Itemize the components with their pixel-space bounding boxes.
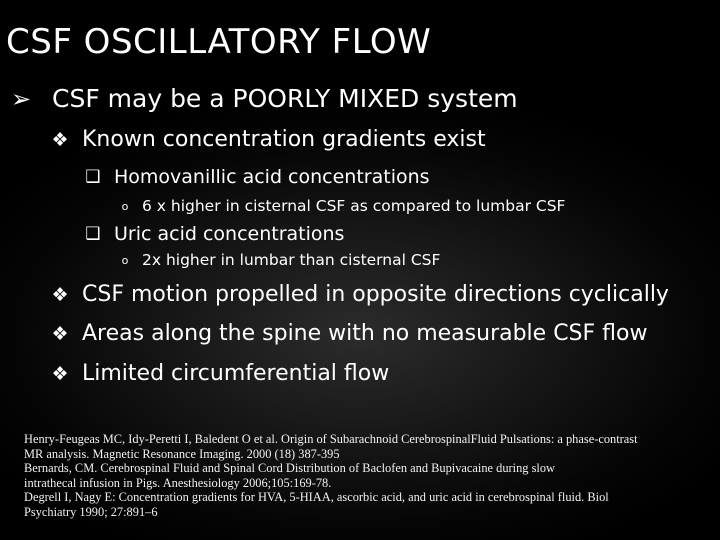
bullet-text: Areas along the spine with no measurable CSF flow [82, 321, 648, 346]
bullet-text: Limited circumferential flow [82, 361, 390, 386]
bullet-poorly-mixed [8, 84, 518, 113]
diamond-bullet-icon: ❖ [51, 362, 69, 385]
bullet-spine [50, 321, 647, 346]
bullet-uric-detail [118, 251, 440, 269]
diamond-bullet-icon: ❖ [51, 283, 69, 306]
bullet-homovanillic [84, 166, 430, 188]
slide-title: CSF OSCILLATORY FLOW [6, 22, 432, 62]
bullet-motion [50, 282, 669, 307]
bullet-uric [84, 223, 344, 245]
reference-line: Psychiatry 1990; 27:891–6 [24, 504, 158, 519]
bullet-text: Homovanillic acid concentrations [114, 166, 430, 188]
bullet-text: CSF may be a POORLY MIXED system [52, 84, 518, 113]
references [24, 432, 720, 520]
bullet-text: CSF motion propelled in opposite directions cyclically [82, 282, 669, 307]
bullet-text: Known concentration gradients exist [82, 127, 486, 152]
bullet-homovanillic-detail [118, 197, 565, 215]
reference-line: Henry-Feugeas MC, Idy-Peretti I, Baledent O et al. Origin of Subarachnoid CerebrospinalFluid Pulsations: a phase-contrast [24, 432, 638, 446]
diamond-bullet-icon: ❖ [51, 322, 69, 345]
reference-line: Bernards, CM. Cerebrospinal Fluid and Spinal Cord Distribution of Baclofen and Bupivacaine during slow [24, 461, 555, 476]
reference-line: intrathecal infusion in Pigs. Anesthesiology 2006;105:169-78. [24, 475, 332, 490]
square-bullet-icon: ❑ [85, 167, 101, 187]
diamond-bullet-icon: ❖ [51, 128, 69, 151]
bullet-circumferential [50, 361, 389, 386]
arrow-bullet-icon: ➢ [10, 84, 32, 113]
circle-bullet-icon: o [121, 253, 129, 267]
reference-line: Degrell I, Nagy E: Concentration gradients for HVA, 5-HIAA, ascorbic acid, and uric acid in cerebrospinal fluid. Biol [24, 490, 609, 505]
bullet-text: 2x higher in lumbar than cisternal CSF [142, 251, 441, 269]
circle-bullet-icon: o [121, 199, 129, 213]
bullet-text: 6 x higher in cisternal CSF as compared to lumbar CSF [142, 197, 566, 215]
bullet-gradients [50, 127, 486, 152]
bullet-text: Uric acid concentrations [114, 223, 345, 245]
square-bullet-icon: ❑ [85, 224, 101, 244]
reference-line: MR analysis. Magnetic Resonance Imaging. 2000 (18) 387-395 [24, 446, 340, 461]
